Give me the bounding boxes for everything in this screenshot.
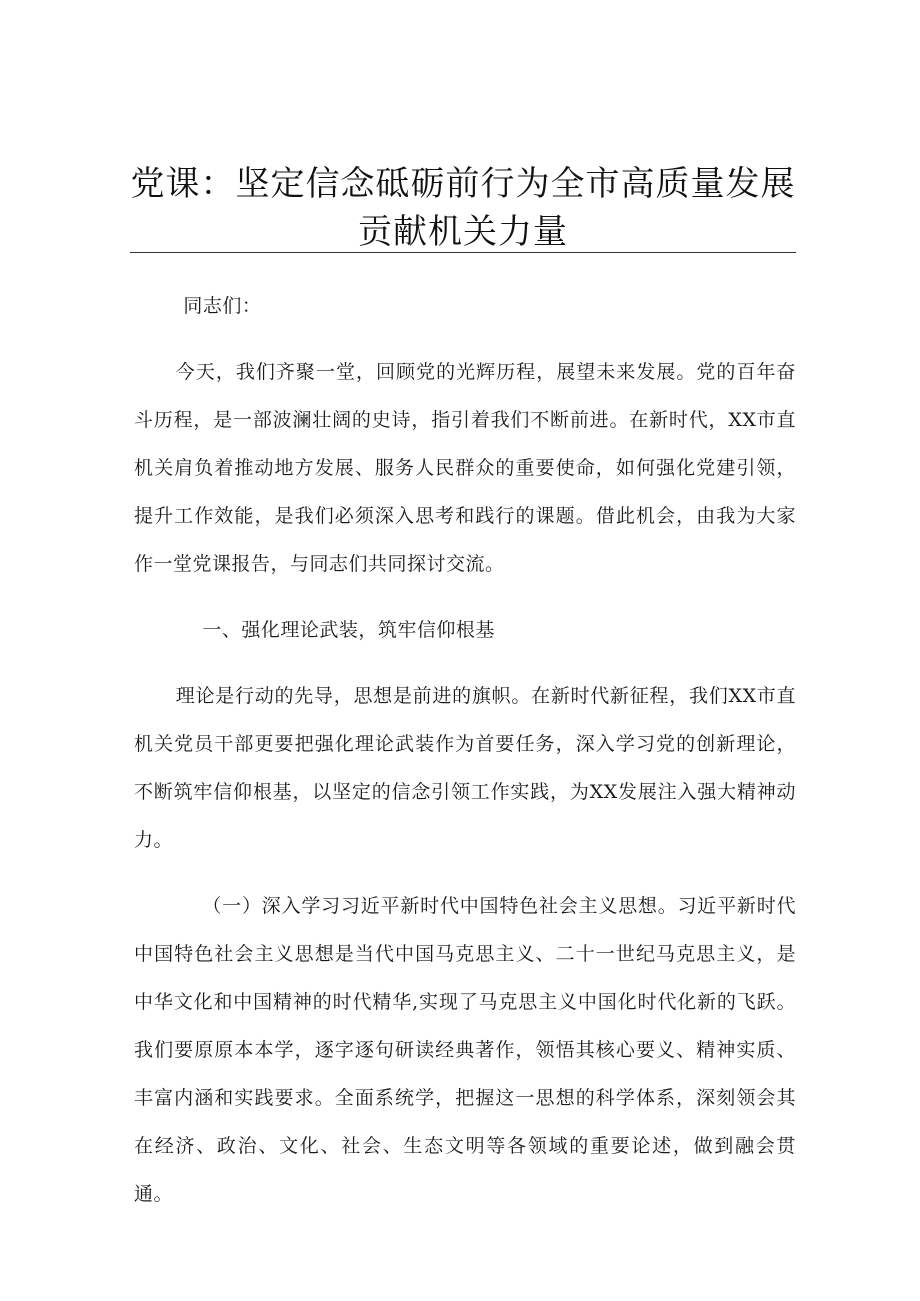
title-line-2: 贡献机关力量 (358, 212, 568, 252)
salutation: 同志们： (183, 295, 262, 317)
title-line-1: 党课：坚定信念砥砺前行为全市高质量发展 (130, 164, 796, 204)
title-underline-divider (130, 252, 796, 253)
section-1-paragraph: 理论是行动的先导，思想是前进的旗帜。在新时代新征程，我们XX市直机关党员干部更要把强化理论武装作为首要任务，深入学习党的创新理论，不断筑牢信仰根基，以坚定的信念引领工作实践，为XX发展注入强大精神动力。 (134, 685, 796, 851)
subsection-1-paragraph: （一）深入学习习近平新时代中国特色社会主义思想。习近平新时代中国特色社会主义思想是当代中国马克思主义、二十一世纪马克思主义，是中华文化和中国精神的时代精华,实现了马克思主义中国化时代化新的飞跃。我们要原原本本学，逐字逐句研读经典著作，领悟其核心要义、精神实质、丰富内涵和实践要求。全面系统学，把握这一思想的科学体系，深刻领会其在经济、政治、文化、社会、生态文明等各领域的重要论述，做到融会贯通。 (134, 895, 796, 1205)
document-body (134, 282, 796, 1218)
intro-paragraph: 今天，我们齐聚一堂，回顾党的光辉历程，展望未来发展。党的百年奋斗历程，是一部波澜壮阔的史诗，指引着我们不断前进。在新时代，XX市直机关肩负着推动地方发展、服务人民群众的重要使命，如何强化党建引领，提升工作效能，是我们必须深入思考和践行的课题。借此机会，由我为大家作一堂党课报告，与同志们共同探讨交流。 (134, 361, 796, 575)
document-title (130, 160, 796, 256)
section-heading-1: 一、强化理论武装，筑牢信仰根基 (202, 619, 495, 641)
